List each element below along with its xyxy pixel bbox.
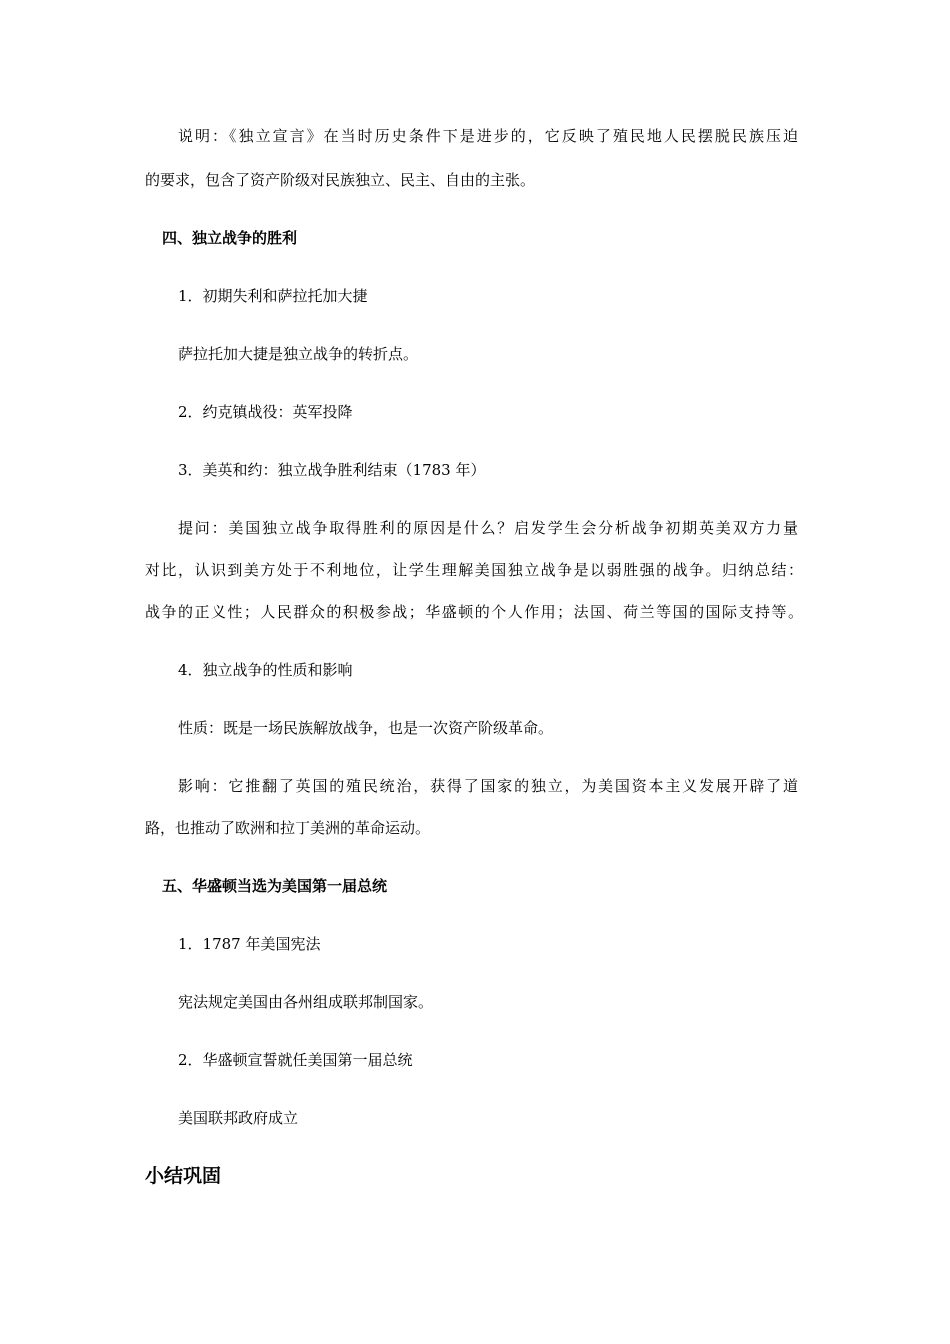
section-heading-4: 四、独立战争的胜利 (162, 229, 298, 247)
impact-paragraph-line-2: 路，也推动了欧洲和拉丁美洲的革命运动。 (145, 819, 431, 837)
list-item-4-1: 1．初期失利和萨拉托加大捷 (178, 287, 368, 305)
list-item-5-1-description: 宪法规定美国由各州组成联邦制国家。 (178, 993, 434, 1011)
impact-paragraph-line-1: 影响：它推翻了英国的殖民统治，获得了国家的独立，为美国资本主义发展开辟了道 (178, 777, 798, 795)
nature-paragraph: 性质：既是一场民族解放战争，也是一次资产阶级革命。 (178, 719, 554, 737)
list-item-4-2: 2．约克镇战役：英军投降 (178, 403, 353, 421)
section-heading-5: 五、华盛顿当选为美国第一届总统 (162, 877, 388, 895)
question-paragraph-line-1: 提问：美国独立战争取得胜利的原因是什么？启发学生会分析战争初期英美双方力量 (178, 519, 798, 537)
list-item-5-2-description: 美国联邦政府成立 (178, 1109, 299, 1127)
summary-section-title: 小结巩固 (145, 1165, 222, 1187)
question-paragraph-line-2: 对比，认识到美方处于不利地位，让学生理解美国独立战争是以弱胜强的战争。归纳总结： (145, 561, 803, 579)
list-item-5-1: 1．1787 年美国宪法 (178, 935, 321, 953)
note-paragraph-line-2: 的要求，包含了资产阶级对民族独立、民主、自由的主张。 (145, 171, 536, 189)
list-item-4-4: 4．独立战争的性质和影响 (178, 661, 353, 679)
note-paragraph-line-1: 说明：《独立宣言》在当时历史条件下是进步的，它反映了殖民地人民摆脱民族压迫 (178, 127, 798, 145)
list-item-5-2: 2．华盛顿宣誓就任美国第一届总统 (178, 1051, 413, 1069)
question-paragraph-line-3: 战争的正义性；人民群众的积极参战；华盛顿的个人作用；法国、荷兰等国的国际支持等。 (145, 603, 803, 621)
list-item-4-3: 3．美英和约：独立战争胜利结束（1783 年） (178, 461, 486, 479)
list-item-4-1-description: 萨拉托加大捷是独立战争的转折点。 (178, 345, 419, 363)
